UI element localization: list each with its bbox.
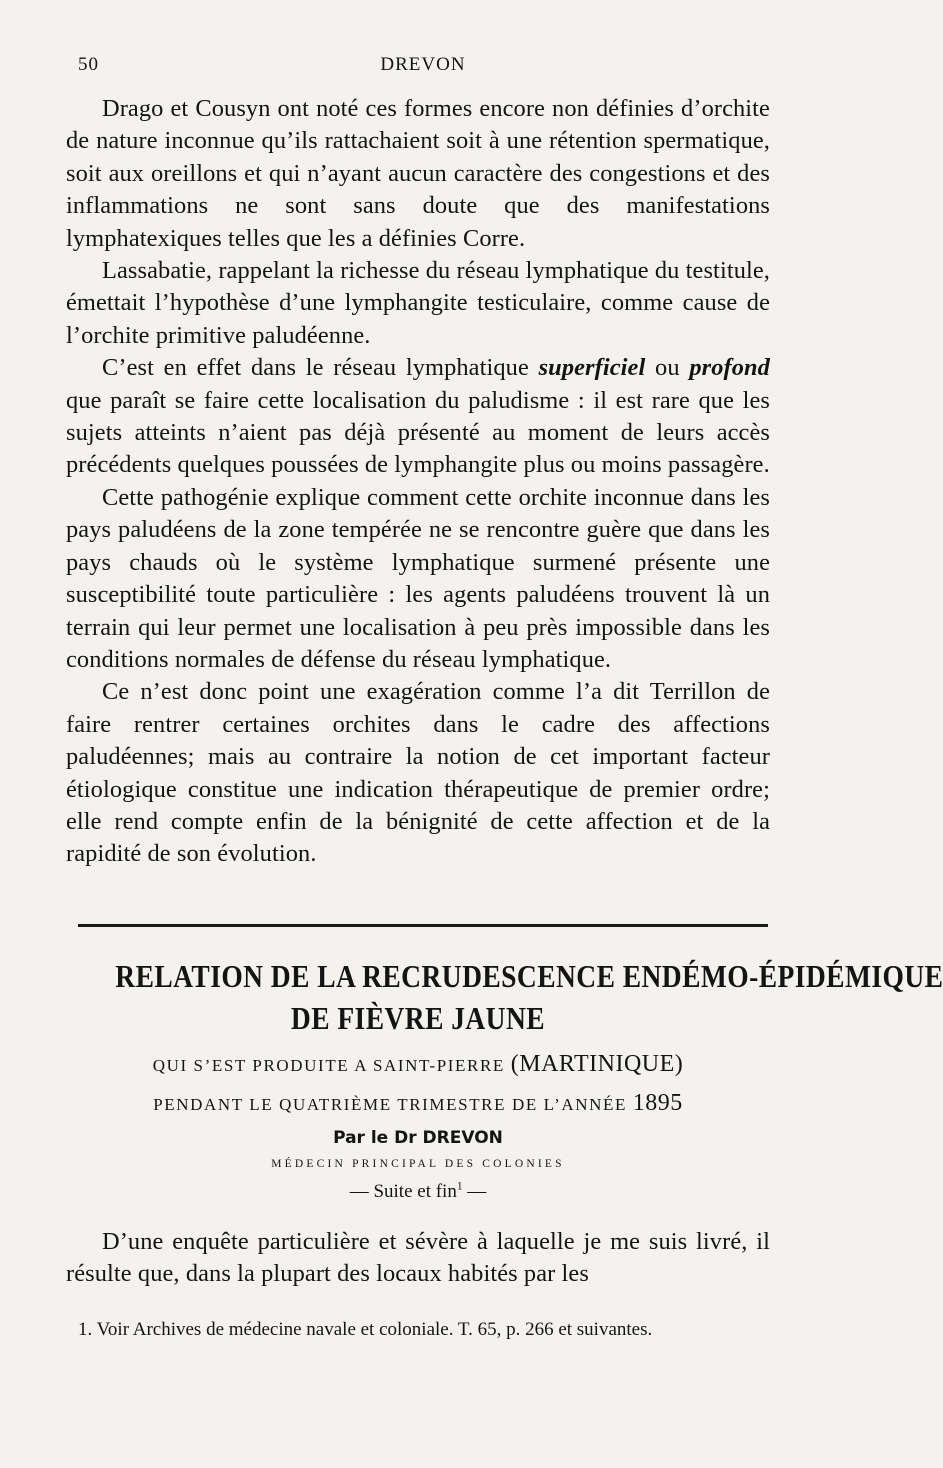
paragraph-3-emphasis-superficiel: superficiel bbox=[538, 354, 646, 382]
article-title-line-2: DE FIÈVRE JAUNE bbox=[290, 1000, 546, 1036]
paragraph-3-middle: ou bbox=[645, 354, 690, 382]
article-byline: Par le Dr DREVON bbox=[333, 1128, 503, 1148]
paragraph-3-before: C’est en effet dans le réseau lymphatique bbox=[102, 354, 539, 382]
body-text-bottom bbox=[66, 1226, 770, 1291]
paragraph-3-after: que paraît se faire cette localisation du paludisme : il est rare que les sujets atteints n’aient pas déjà présenté au moment de leurs accès précédents quelques poussées de lymphangite plus ou moins passagère. bbox=[66, 386, 770, 479]
footnote bbox=[78, 1319, 778, 1341]
running-title: DREVON bbox=[380, 54, 466, 75]
page-number: 50 bbox=[78, 54, 99, 75]
paragraph-5: Ce n’est donc point une exagération comme l’a dit Terrillon de faire rentrer certaines orchites dans le cadre des affections paludéennes; mais au contraire la notion de cet important facteur étiologique constitue une indication thérapeutique de premier ordre; elle rend compte enfin de la bénignité de cette affection et de la rapidité de son évolution. bbox=[66, 678, 770, 868]
continuation-dash: — bbox=[462, 1181, 487, 1202]
section-divider bbox=[78, 924, 768, 927]
article-title bbox=[115, 955, 943, 1039]
article-title-line-1: RELATION DE LA RECRUDESCENCE ENDÉMO-ÉPIDÉMIQUE bbox=[115, 958, 943, 994]
subtitle-year: 1895 bbox=[632, 1090, 683, 1116]
author-rank: MÉDECIN PRINCIPAL DES COLONIES bbox=[271, 1158, 565, 1170]
subtitle-place: QUI S’EST PRODUITE A SAINT-PIERRE bbox=[152, 1056, 511, 1075]
subtitle-period: PENDANT LE QUATRIÈME TRIMESTRE DE L’ANNÉE bbox=[153, 1095, 633, 1114]
footnote-marker: 1. bbox=[78, 1319, 93, 1340]
body-text-top bbox=[66, 93, 770, 871]
footnote-text: Voir Archives de médecine navale et coloniale. T. 65, p. 266 et suivantes. bbox=[92, 1319, 653, 1340]
paragraph-2: Lassabatie, rappelant la richesse du réseau lymphatique du testitule, émettait l’hypothèse d’une lymphangite testiculaire, comme cause de l’orchite primitive paludéenne. bbox=[66, 257, 770, 349]
article-subtitle-line-1 bbox=[66, 1051, 770, 1078]
paragraph-3 bbox=[66, 352, 770, 482]
paragraph-4: Cette pathogénie explique comment cette orchite inconnue dans les pays paludéens de la zone tempérée ne se rencontre guère que dans les pays chauds où le système lymphatique surmené présente une susceptibilité toute particulière : les agents paludéens trouvent là un terrain qui leur permet une localisation à peu près impossible dans les conditions normales de défense du réseau lymphatique. bbox=[66, 483, 770, 673]
footnote-reference: 1 bbox=[456, 1180, 463, 1193]
continuation-note bbox=[66, 1181, 770, 1203]
subtitle-region: (MARTINIQUE) bbox=[510, 1051, 684, 1077]
paragraph-1: Drago et Cousyn ont noté ces formes encore non définies d’orchite de nature inconnue qu’ils rattachaient soit à une rétention spermatique, soit aux oreillons et qui n’ayant aucun caractère des congestions et des inflammations ne sont sans doute que des manifestations lymphatexiques telles que les a définies Corre. bbox=[66, 95, 770, 252]
paragraph-6: D’une enquête particulière et sévère à laquelle je me suis livré, il résulte que, dans la plupart des locaux habités par les bbox=[66, 1228, 770, 1288]
continuation-text: — Suite et fin bbox=[349, 1181, 457, 1202]
paragraph-3-emphasis-profond: profond bbox=[689, 354, 770, 382]
running-header bbox=[78, 54, 768, 78]
article-subtitle-line-2 bbox=[66, 1090, 770, 1117]
